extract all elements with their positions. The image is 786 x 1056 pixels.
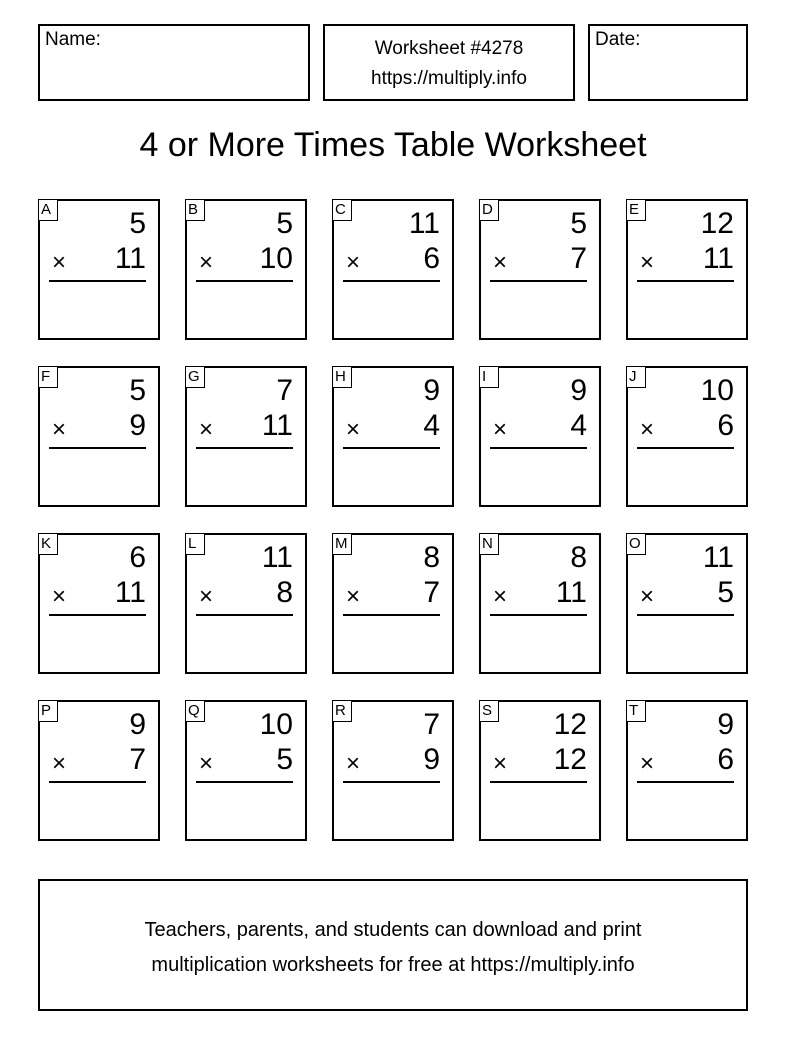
problem-card[interactable] xyxy=(479,366,601,507)
answer-line xyxy=(490,280,587,282)
page-title: 4 or More Times Table Worksheet xyxy=(139,126,647,164)
name-field-box[interactable] xyxy=(38,24,310,101)
multiply-sign: × xyxy=(493,583,508,610)
name-label: Name: xyxy=(45,29,101,50)
problem-letter: M xyxy=(332,533,352,555)
multiplier: 7 xyxy=(423,576,440,609)
multiply-sign: × xyxy=(52,750,67,777)
problem-card[interactable] xyxy=(332,199,454,340)
multiply-sign: × xyxy=(346,750,361,777)
worksheet-url: https://multiply.info xyxy=(371,68,527,89)
answer-line xyxy=(49,614,146,616)
multiplier: 5 xyxy=(717,576,734,609)
problem-letter: L xyxy=(185,533,205,555)
footer-box xyxy=(38,879,748,1011)
problem-letter: D xyxy=(479,199,499,221)
problem-card[interactable] xyxy=(38,700,160,841)
worksheet-info-box xyxy=(323,24,575,101)
multiply-sign: × xyxy=(493,249,508,276)
multiplier: 9 xyxy=(423,743,440,776)
multiplicand: 11 xyxy=(408,207,440,240)
multiply-sign: × xyxy=(52,416,67,443)
answer-line xyxy=(196,614,293,616)
multiplier: 7 xyxy=(129,743,146,776)
problem-card[interactable] xyxy=(185,366,307,507)
problem-letter: Q xyxy=(185,700,205,722)
multiplicand: 5 xyxy=(129,207,146,240)
multiplier: 11 xyxy=(114,576,146,609)
problem-card[interactable] xyxy=(185,700,307,841)
multiplier: 11 xyxy=(261,409,293,442)
multiply-sign: × xyxy=(346,249,361,276)
multiplier: 11 xyxy=(114,242,146,275)
multiplier: 10 xyxy=(259,242,293,275)
multiplicand: 7 xyxy=(276,374,293,407)
problem-letter: I xyxy=(479,366,499,388)
multiplicand: 8 xyxy=(423,541,440,574)
problem-card[interactable] xyxy=(38,199,160,340)
answer-line xyxy=(490,614,587,616)
answer-line xyxy=(343,447,440,449)
problem-card[interactable] xyxy=(185,199,307,340)
problem-letter: H xyxy=(332,366,352,388)
problem-letter: R xyxy=(332,700,352,722)
multiplier: 6 xyxy=(717,409,734,442)
multiplier: 6 xyxy=(717,743,734,776)
problem-letter: J xyxy=(626,366,646,388)
answer-line xyxy=(196,280,293,282)
footer-line-2: multiplication worksheets for free at https://multiply.info xyxy=(151,954,635,976)
problem-card[interactable] xyxy=(479,533,601,674)
problem-card[interactable] xyxy=(332,366,454,507)
problem-letter: O xyxy=(626,533,646,555)
multiply-sign: × xyxy=(199,249,214,276)
multiply-sign: × xyxy=(493,750,508,777)
problem-letter: C xyxy=(332,199,352,221)
multiplicand: 12 xyxy=(700,207,734,240)
multiply-sign: × xyxy=(52,249,67,276)
multiply-sign: × xyxy=(52,583,67,610)
problem-card[interactable] xyxy=(479,700,601,841)
answer-line xyxy=(343,781,440,783)
multiply-sign: × xyxy=(199,583,214,610)
answer-line xyxy=(637,614,734,616)
multiplicand: 11 xyxy=(702,541,734,574)
multiplier: 4 xyxy=(423,409,440,442)
multiplier: 9 xyxy=(129,409,146,442)
multiply-sign: × xyxy=(199,750,214,777)
answer-line xyxy=(637,447,734,449)
multiplicand: 9 xyxy=(570,374,587,407)
problem-card[interactable] xyxy=(626,366,748,507)
problem-card[interactable] xyxy=(626,700,748,841)
multiplicand: 10 xyxy=(259,708,293,741)
date-field-box[interactable] xyxy=(588,24,748,101)
multiplier: 12 xyxy=(553,743,587,776)
multiply-sign: × xyxy=(640,583,655,610)
multiplicand: 12 xyxy=(553,708,587,741)
problem-letter: F xyxy=(38,366,58,388)
multiply-sign: × xyxy=(493,416,508,443)
problem-letter: T xyxy=(626,700,646,722)
problem-card[interactable] xyxy=(185,533,307,674)
answer-line xyxy=(343,280,440,282)
multiply-sign: × xyxy=(199,416,214,443)
multiply-sign: × xyxy=(346,583,361,610)
date-label: Date: xyxy=(595,29,641,50)
problem-card[interactable] xyxy=(38,366,160,507)
answer-line xyxy=(490,447,587,449)
multiplicand: 11 xyxy=(261,541,293,574)
multiplicand: 5 xyxy=(570,207,587,240)
problem-letter: S xyxy=(479,700,499,722)
problem-card[interactable] xyxy=(479,199,601,340)
multiplicand: 9 xyxy=(423,374,440,407)
problem-letter: N xyxy=(479,533,499,555)
multiply-sign: × xyxy=(640,750,655,777)
multiplier: 7 xyxy=(570,242,587,275)
footer-line-1: Teachers, parents, and students can download and print xyxy=(144,919,642,941)
answer-line xyxy=(49,280,146,282)
answer-line xyxy=(637,280,734,282)
problem-letter: P xyxy=(38,700,58,722)
multiplicand: 5 xyxy=(129,374,146,407)
multiplicand: 9 xyxy=(129,708,146,741)
problem-card[interactable] xyxy=(332,700,454,841)
answer-line xyxy=(49,447,146,449)
multiplier: 8 xyxy=(276,576,293,609)
multiplier: 11 xyxy=(555,576,587,609)
multiplicand: 8 xyxy=(570,541,587,574)
multiplicand: 9 xyxy=(717,708,734,741)
problem-letter: B xyxy=(185,199,205,221)
problem-card[interactable] xyxy=(626,533,748,674)
multiplier: 11 xyxy=(702,242,734,275)
answer-line xyxy=(196,781,293,783)
answer-line xyxy=(196,447,293,449)
problem-letter: K xyxy=(38,533,58,555)
answer-line xyxy=(49,781,146,783)
problem-letter: A xyxy=(38,199,58,221)
multiplicand: 6 xyxy=(129,541,146,574)
problem-card[interactable] xyxy=(332,533,454,674)
multiplier: 4 xyxy=(570,409,587,442)
worksheet-number: Worksheet #4278 xyxy=(374,38,524,59)
multiply-sign: × xyxy=(640,249,655,276)
multiplier: 6 xyxy=(423,242,440,275)
answer-line xyxy=(637,781,734,783)
problem-letter: G xyxy=(185,366,205,388)
answer-line xyxy=(490,781,587,783)
multiply-sign: × xyxy=(640,416,655,443)
multiply-sign: × xyxy=(346,416,361,443)
problem-letter: E xyxy=(626,199,646,221)
multiplicand: 10 xyxy=(700,374,734,407)
problem-card[interactable] xyxy=(626,199,748,340)
multiplicand: 7 xyxy=(423,708,440,741)
problem-card[interactable] xyxy=(38,533,160,674)
multiplicand: 5 xyxy=(276,207,293,240)
answer-line xyxy=(343,614,440,616)
multiplier: 5 xyxy=(276,743,293,776)
